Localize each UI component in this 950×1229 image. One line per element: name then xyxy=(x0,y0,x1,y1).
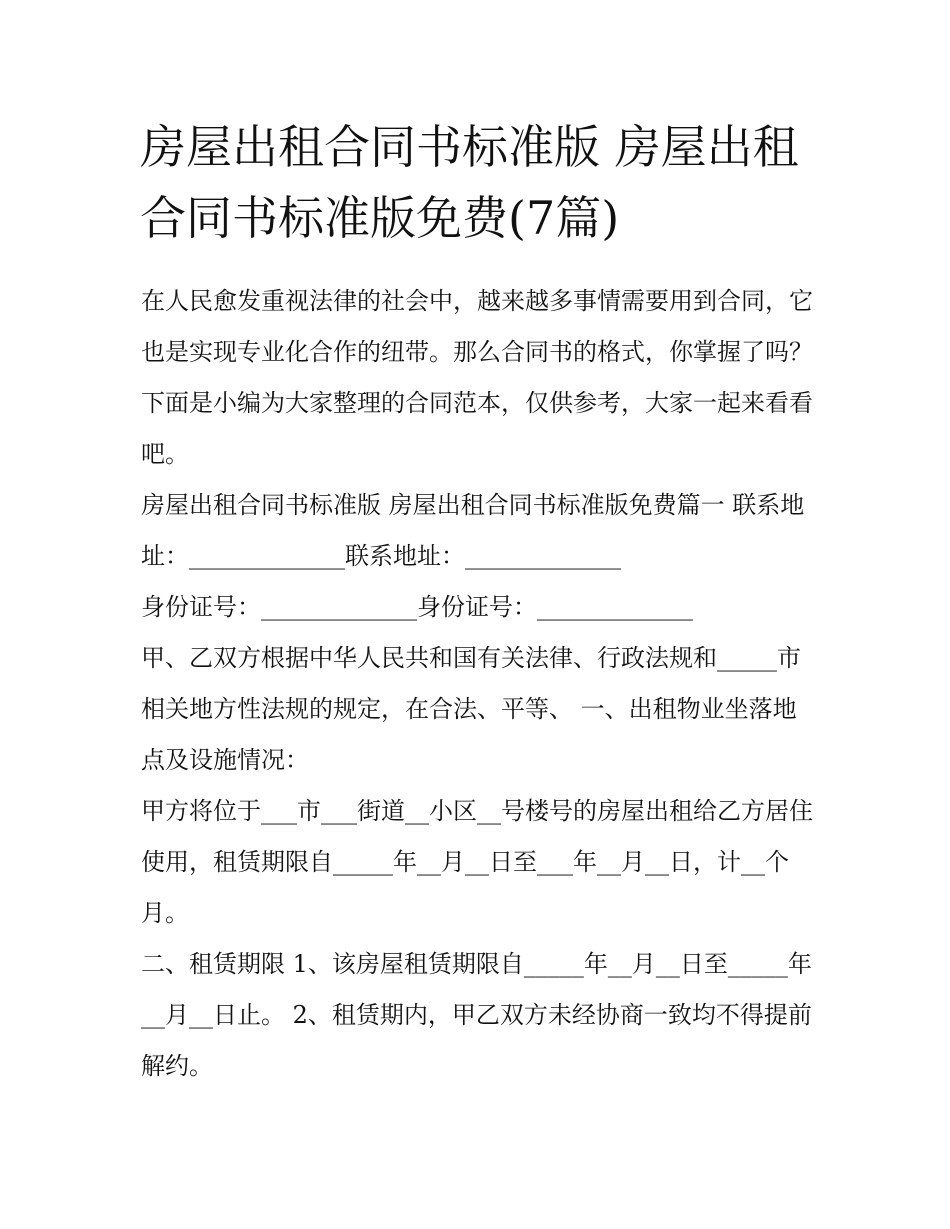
document-body xyxy=(141,276,816,1092)
paragraph-legal-basis: 甲、乙双方根据中华人民共和国有关法律、行政法规和_____市相关地方性法规的规定，在合法、平等、 一、出租物业坐落地点及设施情况： xyxy=(141,644,801,774)
paragraph-property-location: 甲方将位于___市___街道__小区__号楼号的房屋出租给乙方居住使用，租赁期限自_____年__月__日至___年__月__日，计__个月。 xyxy=(141,797,813,927)
paragraph-contact-address: 房屋出租合同书标准版 房屋出租合同书标准版免费篇一 联系地址：_____________联系地址：_____________ xyxy=(141,491,805,570)
paragraph-intro: 在人民愈发重视法律的社会中，越来越多事情需要用到合同，它也是实现专业化合作的纽带。那么合同书的格式，你掌握了吗？下面是小编为大家整理的合同范本，仅供参考，大家一起来看看吧。 xyxy=(141,287,813,468)
paragraph-lease-term: 二、租赁期限 1、该房屋租赁期限自_____年__月__日至_____年__月__日止。 2、租赁期内，甲乙双方未经协商一致均不得提前解约。 xyxy=(141,950,812,1080)
paragraph-id-number: 身份证号：_____________身份证号：_____________ xyxy=(141,593,693,621)
document-title: 房屋出租合同书标准版 房屋出租合同书标准版免费(7篇) xyxy=(140,120,799,245)
